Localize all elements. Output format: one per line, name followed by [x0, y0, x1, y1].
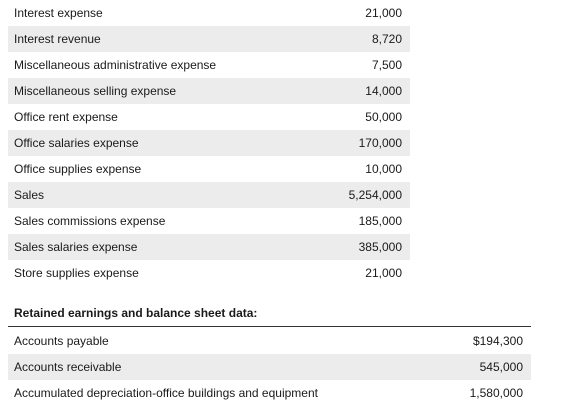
row-value: 21,000 — [365, 266, 402, 280]
row-label: Interest expense — [14, 6, 103, 20]
row-value: 185,000 — [358, 214, 402, 228]
row-label: Office rent expense — [14, 110, 118, 124]
table-row — [8, 208, 410, 234]
divider — [8, 326, 531, 327]
row-label: Accounts receivable — [14, 360, 122, 374]
table-row — [8, 104, 410, 130]
table-row — [8, 182, 410, 208]
row-label: Sales salaries expense — [14, 240, 138, 254]
table-row — [8, 78, 410, 104]
row-label: Sales commissions expense — [14, 214, 166, 228]
row-label: Store supplies expense — [14, 266, 139, 280]
row-value: 385,000 — [358, 240, 402, 254]
table-row — [8, 26, 410, 52]
row-value: 5,254,000 — [348, 188, 402, 202]
row-value: 10,000 — [365, 162, 402, 176]
row-label: Interest revenue — [14, 32, 101, 46]
row-label: Accumulated depreciation-office buildings and equipment — [14, 386, 318, 400]
table-row — [8, 260, 410, 286]
row-value: 14,000 — [365, 84, 402, 98]
row-label: Office supplies expense — [14, 162, 142, 176]
row-label: Miscellaneous selling expense — [14, 84, 177, 98]
row-label: Miscellaneous administrative expense — [14, 58, 217, 72]
row-value: 545,000 — [479, 360, 523, 374]
table-row — [8, 52, 410, 78]
table-row — [8, 380, 531, 406]
table-row — [8, 0, 410, 26]
row-label: Accounts payable — [14, 334, 109, 348]
row-value: 1,580,000 — [469, 386, 523, 400]
row-value: 8,720 — [371, 32, 402, 46]
table-row — [8, 354, 531, 380]
row-value: 7,500 — [371, 58, 402, 72]
row-value: 21,000 — [365, 6, 402, 20]
table-row — [8, 130, 410, 156]
section-heading: Retained earnings and balance sheet data: — [14, 306, 258, 320]
row-value: $194,300 — [472, 334, 523, 348]
table-row — [8, 156, 410, 182]
table-row — [8, 234, 410, 260]
row-value: 170,000 — [358, 136, 402, 150]
row-label: Sales — [14, 188, 45, 202]
table-row — [8, 328, 531, 354]
row-label: Office salaries expense — [14, 136, 139, 150]
row-value: 50,000 — [365, 110, 402, 124]
